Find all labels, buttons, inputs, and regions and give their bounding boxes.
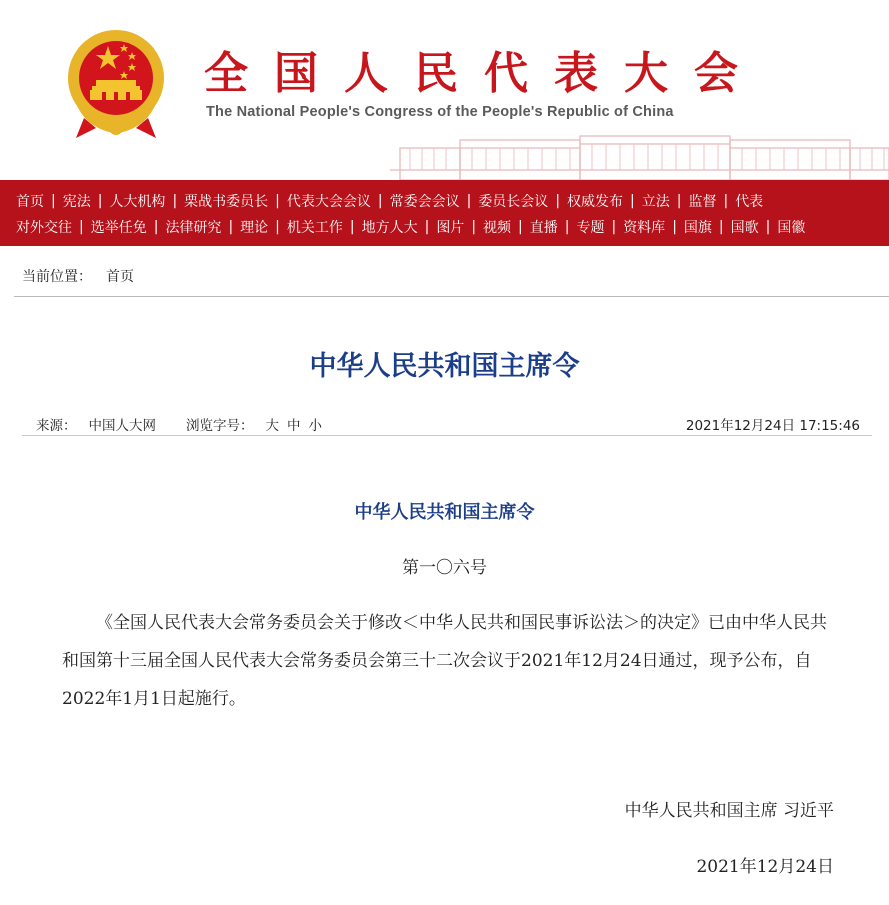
nav-item-congress-sessions[interactable]: 代表大会会议 <box>286 194 371 210</box>
breadcrumb-home-link[interactable]: 首页 <box>106 269 134 285</box>
document-body: 《全国人民代表大会常务委员会关于修改＜中华人民共和国民事诉讼法＞的决定》已由中华人民共和国第十三届全国人民代表大会常务委员会第三十二次会议于2021年12月24日通过，现予公布，自2022年1月1日起施行。 <box>62 613 827 709</box>
nav-item-legislation[interactable]: 立法 <box>641 194 670 210</box>
nav-item-theory[interactable]: 理论 <box>240 220 269 236</box>
nav-item-chairmen-council[interactable]: 委员长会议 <box>478 194 549 210</box>
font-size-label: 浏览字号： <box>186 418 254 434</box>
nav-item-npc-organs[interactable]: 人大机构 <box>109 194 166 210</box>
nav-separator: | <box>555 193 561 209</box>
source-value: 中国人大网 <box>88 418 156 434</box>
source-label: 来源： <box>36 418 77 434</box>
nav-item-foreign-affairs[interactable]: 对外交往 <box>16 220 72 236</box>
nav-separator: | <box>51 193 56 209</box>
nav-item-elections-appointments[interactable]: 选举任免 <box>90 220 147 236</box>
font-size-small-button[interactable]: 小 <box>308 418 322 434</box>
nav-item-national-emblem[interactable]: 国徽 <box>777 220 806 236</box>
font-size-large-button[interactable]: 大 <box>265 418 279 434</box>
publish-datetime: 2021年12月24日 17:15:46 <box>685 418 860 434</box>
nav-item-videos[interactable]: 视频 <box>483 220 512 236</box>
nav-item-chairman[interactable]: 栗战书委员长 <box>184 194 269 210</box>
nav-item-constitution[interactable]: 宪法 <box>62 194 91 210</box>
nav-item-pictures[interactable]: 图片 <box>436 220 465 236</box>
nav-separator: | <box>349 219 355 235</box>
breadcrumb-divider <box>14 296 889 297</box>
nav-item-live[interactable]: 直播 <box>529 220 558 236</box>
nav-separator: | <box>723 193 729 209</box>
nav-separator: | <box>466 193 472 209</box>
nav-separator: | <box>275 193 280 209</box>
nav-separator: | <box>228 219 234 235</box>
nav-item-standing-committee-sessions[interactable]: 常委会会议 <box>389 194 460 210</box>
nav-item-topics[interactable]: 专题 <box>576 220 605 236</box>
nav-item-office-work[interactable]: 机关工作 <box>286 220 343 236</box>
nav-item-local-congress[interactable]: 地方人大 <box>361 220 418 236</box>
document-number: 第一〇六号 <box>402 558 487 578</box>
document-sign-date: 2021年12月24日 <box>696 857 834 877</box>
great-hall-building-icon <box>390 118 889 180</box>
nav-separator: | <box>630 193 635 209</box>
nav-item-official-releases[interactable]: 权威发布 <box>567 194 624 210</box>
breadcrumb-label: 当前位置： <box>22 269 92 285</box>
font-size-medium-button[interactable]: 中 <box>287 418 301 434</box>
nav-separator: | <box>275 219 280 235</box>
nav-separator: | <box>153 219 159 235</box>
nav-separator: | <box>765 219 771 235</box>
nav-separator: | <box>672 219 677 235</box>
nav-separator: | <box>377 193 383 209</box>
nav-separator: | <box>611 219 617 235</box>
breadcrumb <box>22 266 134 286</box>
nav-separator: | <box>97 193 103 209</box>
nav-separator: | <box>424 219 430 235</box>
nav-item-deputies[interactable]: 代表 <box>735 194 764 210</box>
article-title: 中华人民共和国主席令 <box>309 351 580 382</box>
document-signer: 中华人民共和国主席 习近平 <box>624 801 834 821</box>
nav-separator: | <box>172 193 178 209</box>
nav-separator: | <box>718 219 724 235</box>
site-header <box>0 0 889 180</box>
nav-item-home[interactable]: 首页 <box>16 194 44 210</box>
nav-separator: | <box>676 193 682 209</box>
article-meta-bar <box>22 408 872 436</box>
nav-separator: | <box>471 219 477 235</box>
document-title: 中华人民共和国主席令 <box>354 502 535 523</box>
site-title-chinese: 全国人民代表大会 <box>204 48 764 99</box>
nav-item-legal-research[interactable]: 法律研究 <box>165 220 222 236</box>
article-meta-left <box>36 414 322 434</box>
nav-row-2 <box>16 215 889 239</box>
nav-separator: | <box>564 219 570 235</box>
site-title-english: The National People's Congress of the People's Republic of China <box>206 104 674 120</box>
nav-row-1 <box>16 189 889 213</box>
main-navigation <box>0 180 889 246</box>
nav-item-national-flag[interactable]: 国旗 <box>683 220 712 236</box>
nav-separator: | <box>79 219 84 235</box>
nav-item-database[interactable]: 资料库 <box>623 220 666 236</box>
nav-item-national-anthem[interactable]: 国歌 <box>730 220 759 236</box>
nav-item-supervision[interactable]: 监督 <box>688 194 717 210</box>
nav-separator: | <box>518 219 523 235</box>
national-emblem-icon <box>62 28 170 140</box>
